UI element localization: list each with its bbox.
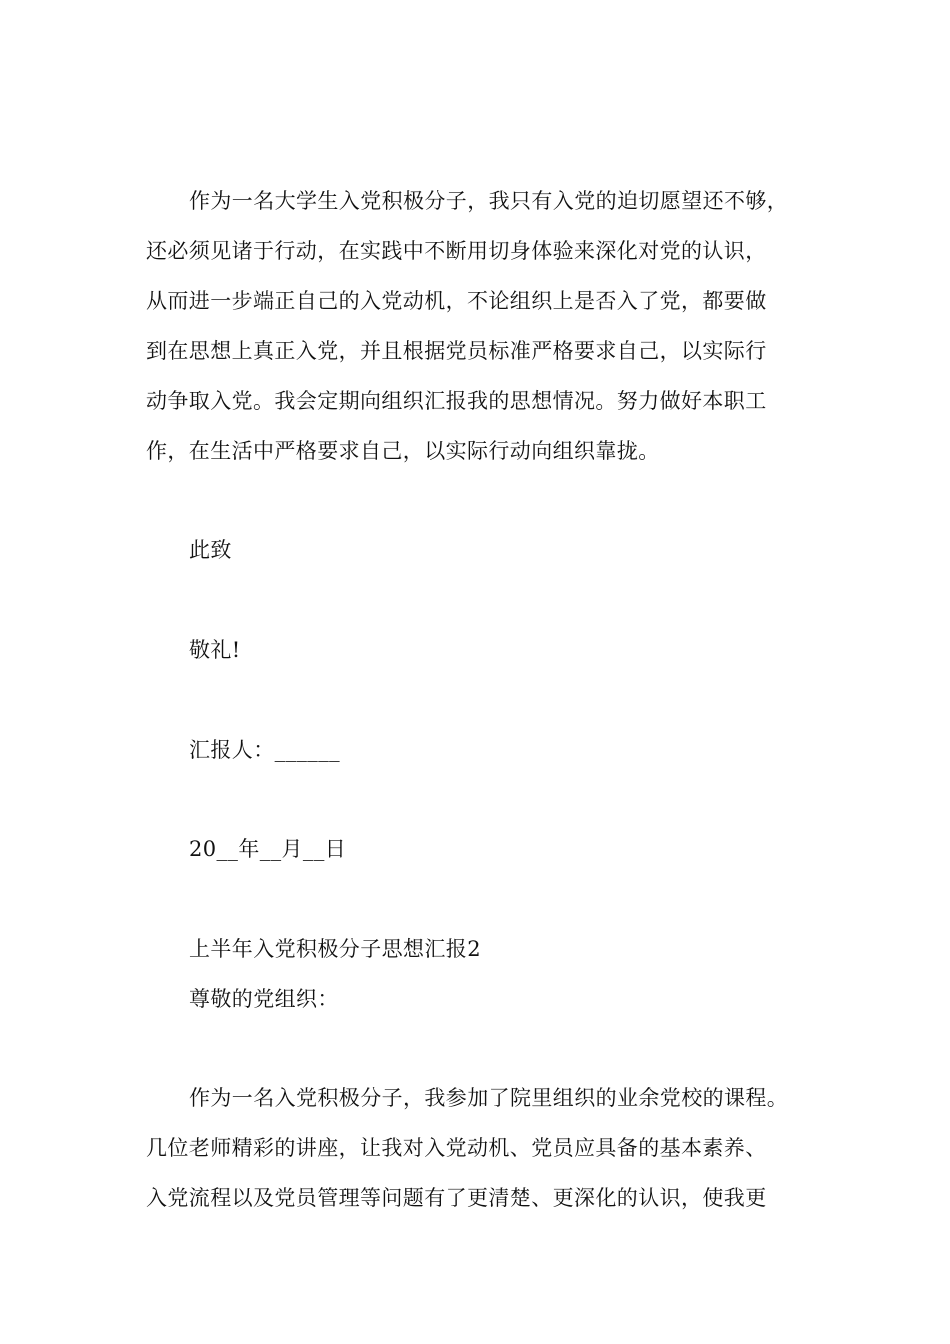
reporter-signature-line: 汇报人：______ [189,738,340,762]
paragraph-1-line-3: 从而进一步端正自己的入党动机，不论组织上是否入了党，都要做 [146,289,767,313]
section-2-title: 上半年入党积极分子思想汇报2 [189,937,481,961]
paragraph-1-line-5: 动争取入党。我会定期向组织汇报我的思想情况。努力做好本职工 [146,389,767,413]
closing-salutation: 此致 [189,538,232,562]
paragraph-1-line-6: 作，在生活中严格要求自己，以实际行动向组织靠拢。 [146,439,660,463]
section-2-line-3: 入党流程以及党员管理等问题有了更清楚、更深化的认识，使我更 [146,1186,767,1210]
section-2-greeting: 尊敬的党组织： [189,987,339,1011]
paragraph-1-line-1: 作为一名大学生入党积极分子，我只有入党的迫切愿望还不够， [189,189,789,213]
section-2-line-2: 几位老师精彩的讲座，让我对入党动机、党员应具备的基本素养、 [146,1136,767,1160]
paragraph-1-line-2: 还必须见诸于行动，在实践中不断用切身体验来深化对党的认识， [146,239,767,263]
section-2-line-1: 作为一名入党积极分子，我参加了院里组织的业余党校的课程。 [189,1086,789,1110]
closing-regards: 敬礼! [189,638,241,662]
report-date: 20__年__月__日 [189,837,347,861]
paragraph-1-line-4: 到在思想上真正入党，并且根据党员标准严格要求自己，以实际行 [146,339,767,363]
